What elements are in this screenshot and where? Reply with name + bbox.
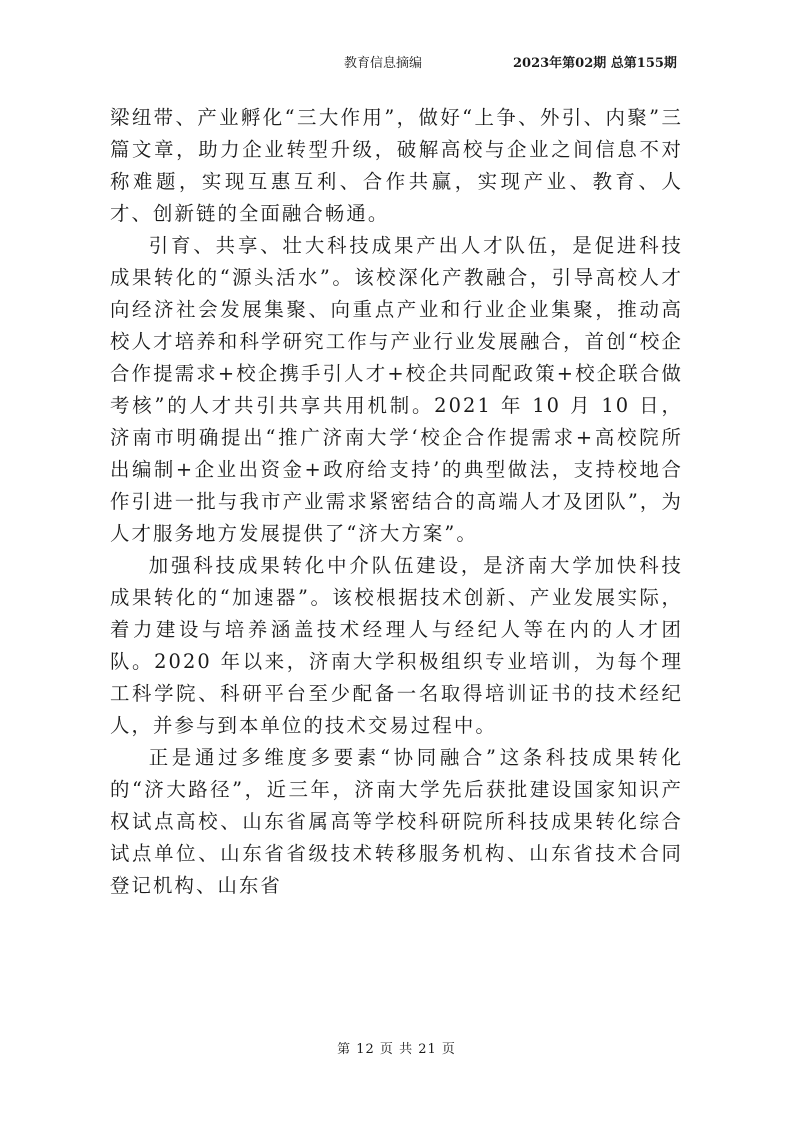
publication-title: 教育信息摘编 xyxy=(344,56,423,71)
paragraph: 加强科技成果转化中介队伍建设，是济南大学加快科技成果转化的“加速器”。该校根据技术创新、产业发展实际，着力建设与培养涵盖技术经理人与经纪人等在内的人才团队。2020 年以来，济南大学积极组织专业培训，为每个理工科学院、科研平台至少配备一名取得培训证书的技术经纪人，并参与到本单位的技术交易过程中。 xyxy=(110,554,683,737)
paragraph-continued: 梁纽带、产业孵化“三大作用”，做好“上争、外引、内聚”三篇文章，助力企业转型升级，破解高校与企业之间信息不对称难题，实现互惠互利、合作共赢，实现产业、教育、人才、创新链的全面融合畅通。 xyxy=(110,106,683,225)
paragraph: 引育、共享、壮大科技成果产出人才队伍，是促进科技成果转化的“源头活水”。该校深化产教融合，引导高校人才向经济社会发展集聚、向重点产业和行业企业集聚，推动高校人才培养和科学研究工作与产业行业发展融合，首创“校企合作提需求+校企携手引人才+校企共同配政策+校企联合做考核”的人才共引共享共用机制。2021 年 10 月 10 日，济南市明确提出“推广济南大学‘校企合作提需求+高校院所出编制+企业出资金+政府给支持’的典型做法，支持校地合作引进一批与我市产业需求紧密结合的高端人才及团队”，为人才服务地方发展提供了“济大方案”。 xyxy=(110,234,683,545)
page-number: 第 12 页 共 21 页 xyxy=(337,1042,456,1057)
issue-info: 2023年第02期 总第155期 xyxy=(513,56,677,71)
page-header xyxy=(0,54,793,74)
paragraph: 正是通过多维度多要素“协同融合”这条科技成果转化的“济大路径”，近三年，济南大学先后获批建设国家知识产权试点高校、山东省属高等学校科研院所科技成果转化综合试点单位、山东省省级技术转移服务机构、山东省技术合同登记机构、山东省 xyxy=(110,746,683,897)
article-body xyxy=(110,102,683,902)
